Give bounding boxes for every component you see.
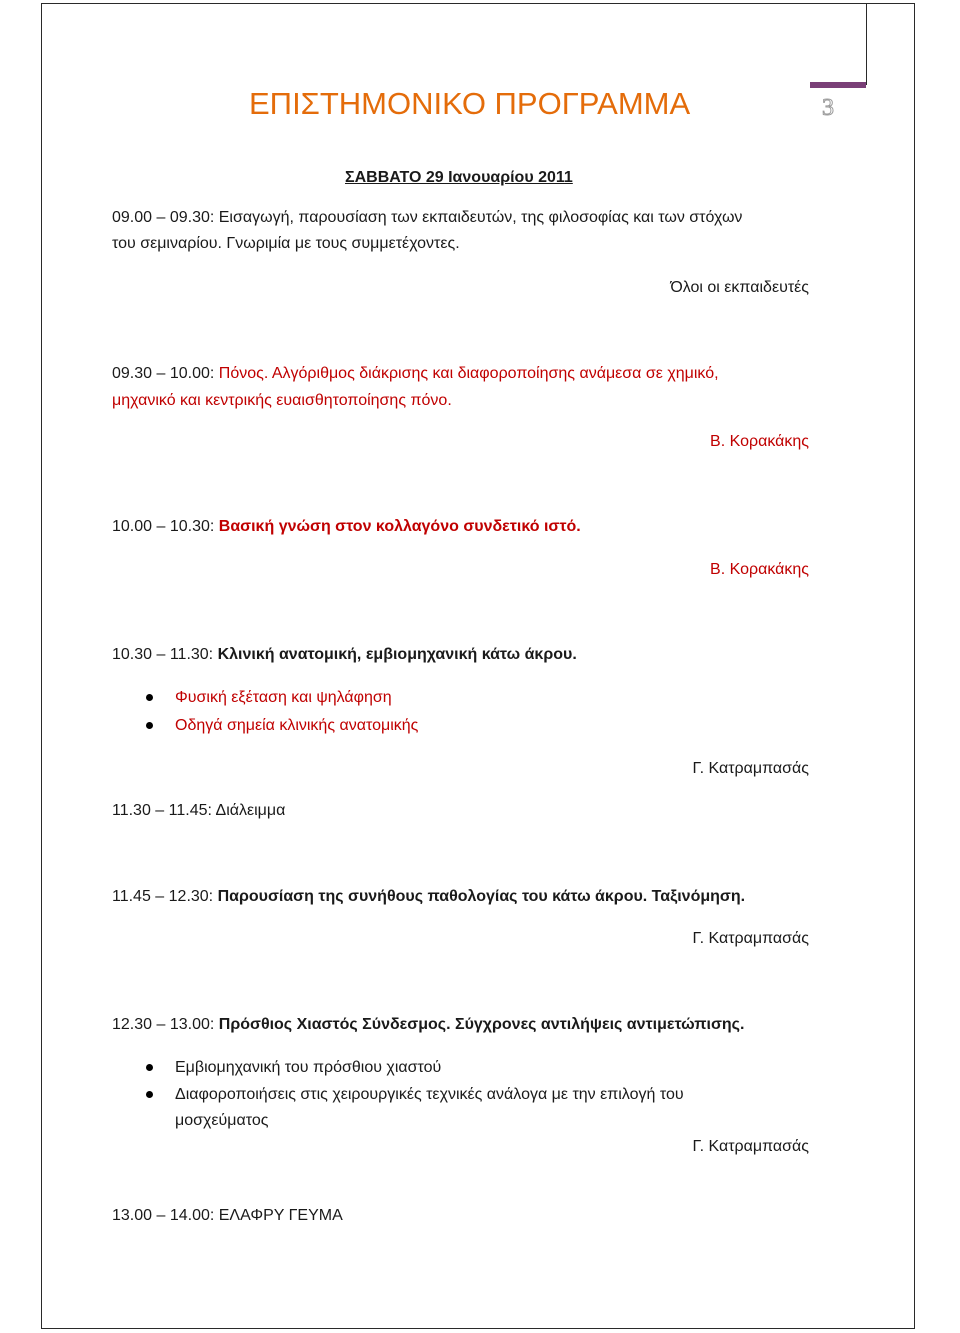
page-border [41, 3, 915, 1329]
bullet-dot [146, 1064, 153, 1071]
page-number-bar [810, 82, 866, 88]
session-2-topic-line2: μηχανικό και κεντρικής ευαισθητοποίησης πόνο. [112, 392, 452, 409]
bullet-dot [146, 722, 153, 729]
session-4-bullet-1: Φυσική εξέταση και ψηλάφηση [175, 689, 392, 706]
session-1-line1: 09.00 – 09.30: Εισαγωγή, παρουσίαση των εκπαιδευτών, της φιλοσοφίας και των στόχων [112, 209, 743, 226]
session-7-bullet-2-line2: μοσχεύματος [175, 1112, 269, 1129]
session-6-line [112, 887, 745, 907]
header-rule [866, 3, 867, 85]
session-2-line1 [112, 364, 719, 384]
session-6-time: 11.45 – 12.30: [112, 888, 214, 905]
day-heading: ΣΑΒΒΑΤΟ 29 Ιανουαρίου 2011 [345, 169, 573, 186]
session-7-time: 12.30 – 13.00: [112, 1016, 215, 1033]
session-5-break: 11.30 – 11.45: Διάλειμμα [112, 802, 286, 819]
session-7-bullet-2-line1: Διαφοροποιήσεις στις χειρουργικές τεχνικές ανάλογα με την επιλογή του [175, 1086, 684, 1103]
session-2-time: 09.30 – 10.00: [112, 365, 215, 382]
bullet-dot [146, 1091, 153, 1098]
session-3-line [112, 517, 581, 537]
session-2-speaker: Β. Κορακάκης [710, 433, 809, 450]
session-4-topic: Κλινική ανατομική, εμβιομηχανική κάτω άκρου. [217, 646, 577, 663]
session-3-speaker: Β. Κορακάκης [710, 561, 809, 578]
session-3-time: 10.00 – 10.30: [112, 518, 215, 535]
session-4-bullet-2: Οδηγά σημεία κλινικής ανατομικής [175, 717, 419, 734]
session-6-speaker: Γ. Κατραμπασάς [692, 930, 809, 947]
session-4-time: 10.30 – 11.30: [112, 646, 214, 663]
session-7-line [112, 1015, 744, 1035]
session-7-bullet-1: Εμβιομηχανική του πρόσθιου χιαστού [175, 1059, 442, 1076]
page-title: ΕΠΙΣΤΗΜΟΝΙΚΟ ΠΡΟΓΡΑΜΜΑ [249, 86, 691, 121]
session-3-topic: Βασική γνώση στον κολλαγόνο συνδετικό ιστό. [218, 518, 581, 535]
page-number: 3 [822, 95, 835, 121]
session-4-line [112, 645, 577, 665]
session-1-speaker: Όλοι οι εκπαιδευτές [670, 279, 809, 296]
session-6-topic: Παρουσίαση της συνήθους παθολογίας του κάτω άκρου. Ταξινόμηση. [217, 888, 746, 905]
bullet-dot [146, 694, 153, 701]
session-2-topic-line1: Πόνος. Αλγόριθμος διάκρισης και διαφοροποίησης ανάμεσα σε χημικό, [218, 365, 719, 382]
session-7-speaker: Γ. Κατραμπασάς [692, 1138, 809, 1155]
session-1-line2: του σεμιναρίου. Γνωριμία με τους συμμετέχοντες. [112, 235, 460, 252]
session-7-topic: Πρόσθιος Χιαστός Σύνδεσμος. Σύγχρονες αντιλήψεις αντιμετώπισης. [218, 1016, 745, 1033]
session-4-speaker: Γ. Κατραμπασάς [692, 760, 809, 777]
session-8-lunch: 13.00 – 14.00: ΕΛΑΦΡΥ ΓΕΥΜΑ [112, 1207, 343, 1224]
